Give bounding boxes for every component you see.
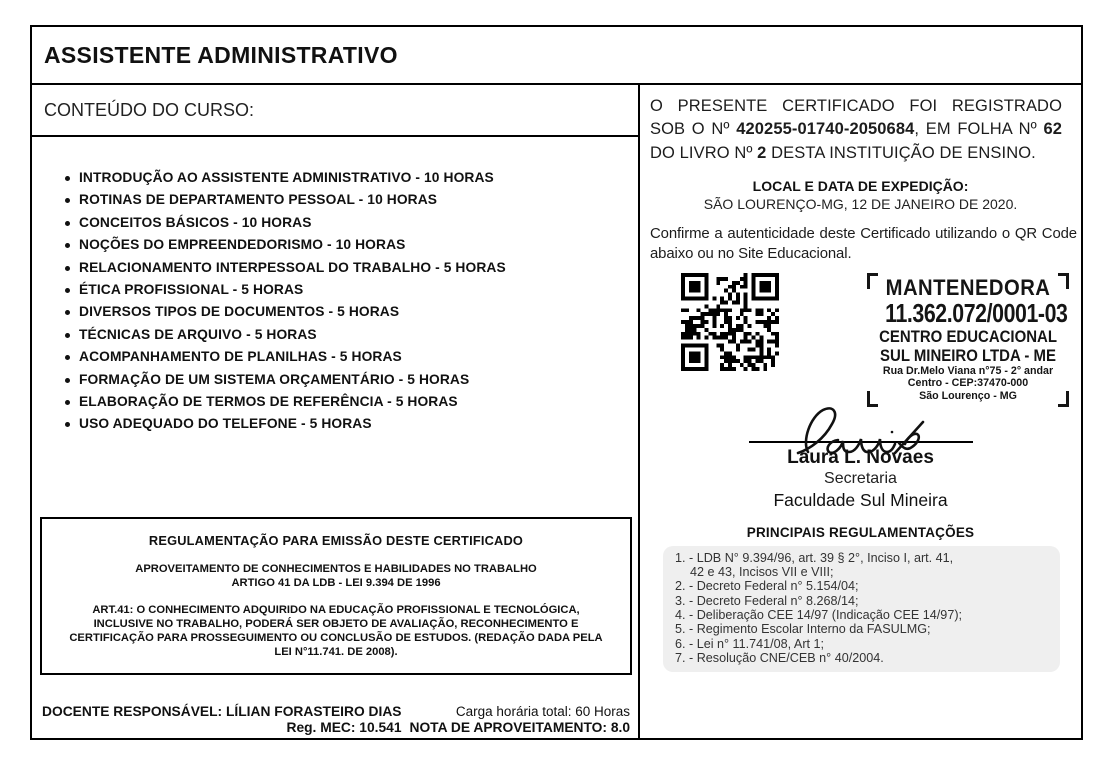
topic-item — [65, 413, 638, 435]
institution-name: Faculdade Sul Mineira — [773, 489, 948, 510]
regulation-item: 42 e 43, Incisos VII e VIII; — [690, 565, 834, 580]
regulation-box-subtitle — [42, 562, 630, 590]
course-title: ASSISTENTE ADMINISTRATIVO — [44, 41, 398, 68]
regulation-item: 3. - Decreto Federal n° 8.268/14; — [675, 593, 859, 608]
registration-line: O PRESENTE CERTIFICADO FOI REGISTRADO — [650, 97, 1062, 115]
regulation-item: 5. - Regimento Escolar Interno da FASULMG; — [675, 622, 931, 637]
topic-item — [65, 346, 638, 368]
stamp-address-street: Rua Dr.Melo Viana n°75 - 2° andar — [882, 364, 1054, 377]
regulation-item: 4. - Deliberação CEE 14/97 (Indicação CEE 14/97); — [675, 608, 963, 623]
stamp-institution-line1: CENTRO EDUCACIONAL — [879, 326, 1057, 346]
topic-item — [65, 189, 638, 211]
bullet-icon — [65, 176, 70, 181]
bullet-icon — [65, 333, 70, 338]
topic-item — [65, 301, 638, 323]
topic-item — [65, 257, 638, 279]
topic-item — [65, 212, 638, 234]
bullet-icon — [65, 422, 70, 427]
grade: NOTA DE APROVEITAMENTO: 8.0 — [409, 719, 630, 735]
qr-stamp-row — [640, 273, 1081, 402]
topic-item — [65, 324, 638, 346]
stamp-address-city: São Lourenço - MG — [919, 389, 1017, 402]
signature-block — [640, 403, 1081, 511]
registration-column — [640, 85, 1081, 738]
topic-text: ÉTICA PROFISSIONAL - 5 HORAS — [79, 282, 304, 298]
regulation-box-title: REGULAMENTAÇÃO PARA EMISSÃO DESTE CERTIFICADO — [148, 533, 524, 548]
qr-authenticity-note — [650, 224, 1077, 265]
bullet-icon — [65, 355, 70, 360]
course-content-header — [32, 85, 638, 137]
regulations-title: PRINCIPAIS REGULAMENTAÇÕES — [746, 524, 975, 540]
topic-text: USO ADEQUADO DO TELEFONE - 5 HORAS — [79, 416, 372, 432]
responsible-teacher-block — [42, 704, 402, 735]
regulation-box — [40, 517, 632, 675]
teacher-mec-registration: Reg. MEC: 10.541 — [286, 719, 402, 735]
bullet-icon — [65, 400, 70, 405]
expedition-place-date: SÃO LOURENÇO-MG, 12 DE JANEIRO DE 2020. — [703, 195, 1018, 212]
topic-text: ELABORAÇÃO DE TERMOS DE REFERÊNCIA - 5 HORAS — [79, 394, 458, 410]
bullet-icon — [65, 221, 70, 226]
topic-item — [65, 391, 638, 413]
regulation-box-subtitle-line2: ARTIGO 41 DA LDB - LEI 9.394 DE 1996 — [231, 577, 441, 589]
secretary-role: Secretaria — [824, 469, 897, 487]
bullet-icon — [65, 288, 70, 293]
regulation-box-subtitle-line1: APROVEITAMENTO DE CONHECIMENTOS E HABILIDADES NO TRABALHO — [135, 563, 537, 575]
bullet-icon — [65, 198, 70, 203]
topic-text: ACOMPANHAMENTO DE PLANILHAS - 5 HORAS — [79, 349, 402, 365]
expedition-label: LOCAL E DATA DE EXPEDIÇÃO: — [752, 177, 969, 194]
qr-note-line: abaixo ou no Site Educacional. — [650, 246, 852, 263]
bullet-icon — [65, 243, 70, 248]
course-topics-list — [32, 167, 638, 436]
stamp-institution-line2: SUL MINEIRO LTDA - ME — [880, 345, 1056, 365]
stamp-cnpj: 11.362.072/0001-03 — [885, 297, 1068, 328]
stamp-maintainer-label: MANTENEDORA — [885, 274, 1051, 300]
course-content-label: CONTEÚDO DO CURSO: — [44, 99, 255, 120]
certificate-title-row — [32, 27, 1081, 85]
topic-text: DIVERSOS TIPOS DE DOCUMENTOS - 5 HORAS — [79, 304, 400, 320]
registration-statement — [650, 95, 1062, 165]
responsible-teacher-name: DOCENTE RESPONSÁVEL: LÍLIAN FORASTEIRO DIAS — [42, 704, 402, 719]
regulation-item: 2. - Decreto Federal n° 5.154/04; — [675, 579, 859, 594]
topic-item — [65, 234, 638, 256]
regulations-list — [663, 546, 1060, 672]
certificate-body — [32, 85, 1081, 738]
topic-item — [65, 279, 638, 301]
topic-text: FORMAÇÃO DE UM SISTEMA ORÇAMENTÁRIO - 5 HORAS — [79, 371, 470, 387]
secretary-name: Laura L. Novaes — [787, 446, 934, 468]
topic-text: INTRODUÇÃO AO ASSISTENTE ADMINISTRATIVO - 10 HORAS — [79, 170, 494, 185]
topic-text: RELACIONAMENTO INTERPESSOAL DO TRABALHO - 5 HORAS — [79, 259, 506, 275]
course-content-column — [32, 85, 640, 738]
topic-item — [65, 369, 638, 391]
certificate-frame — [30, 25, 1083, 740]
topic-item — [65, 167, 638, 189]
registration-line: DO LIVRO Nº 2 DESTA INSTITUIÇÃO DE ENSINO. — [650, 143, 1036, 162]
topic-text: NOÇÕES DO EMPREENDEDORISMO - 10 HORAS — [79, 237, 406, 253]
bullet-icon — [65, 310, 70, 315]
registration-line: SOB O Nº 420255-01740-2050684, EM FOLHA Nº 62 — [650, 120, 1062, 139]
regulation-box-body: ART.41: O CONHECIMENTO ADQUIRIDO NA EDUCAÇÃO PROFISSIONAL E TECNOLÓGICA, INCLUSIVE NO TRABALHO, PODERÁ SER OBJETO DE AVALIAÇÃO, RECONHECIMENTO E CERTIFICAÇÃO PARA PROSSEGUIMENTO OU CONCLUSÃO DE ESTUDOS. (REDAÇÃO DADA PELA LEI N°11.741. DE 2008). — [69, 604, 603, 658]
institution-stamp — [867, 273, 1069, 408]
bullet-icon — [65, 266, 70, 271]
regulation-item: 6. - Lei n° 11.741/08, Art 1; — [675, 636, 825, 651]
stamp-address-cep: Centro - CEP:37470-000 — [907, 377, 1029, 390]
topic-text: CONCEITOS BÁSICOS - 10 HORAS — [79, 214, 312, 230]
total-workload: Carga horária total: 60 Horas — [455, 704, 630, 719]
workload-block — [409, 704, 630, 735]
qr-note-line: Confirme a autenticidade deste Certificado utilizando o QR Code — [650, 225, 1077, 242]
regulation-item: 1. - LDB N° 9.394/96, art. 39 § 2°, Inciso I, art. 41, — [675, 550, 954, 565]
bullet-icon — [65, 378, 70, 383]
topic-text: ROTINAS DE DEPARTAMENTO PESSOAL - 10 HORAS — [79, 192, 438, 208]
qr-code — [681, 273, 779, 371]
regulation-item: 7. - Resolução CNE/CEB n° 40/2004. — [675, 650, 884, 665]
topic-text: TÉCNICAS DE ARQUIVO - 5 HORAS — [79, 326, 317, 342]
